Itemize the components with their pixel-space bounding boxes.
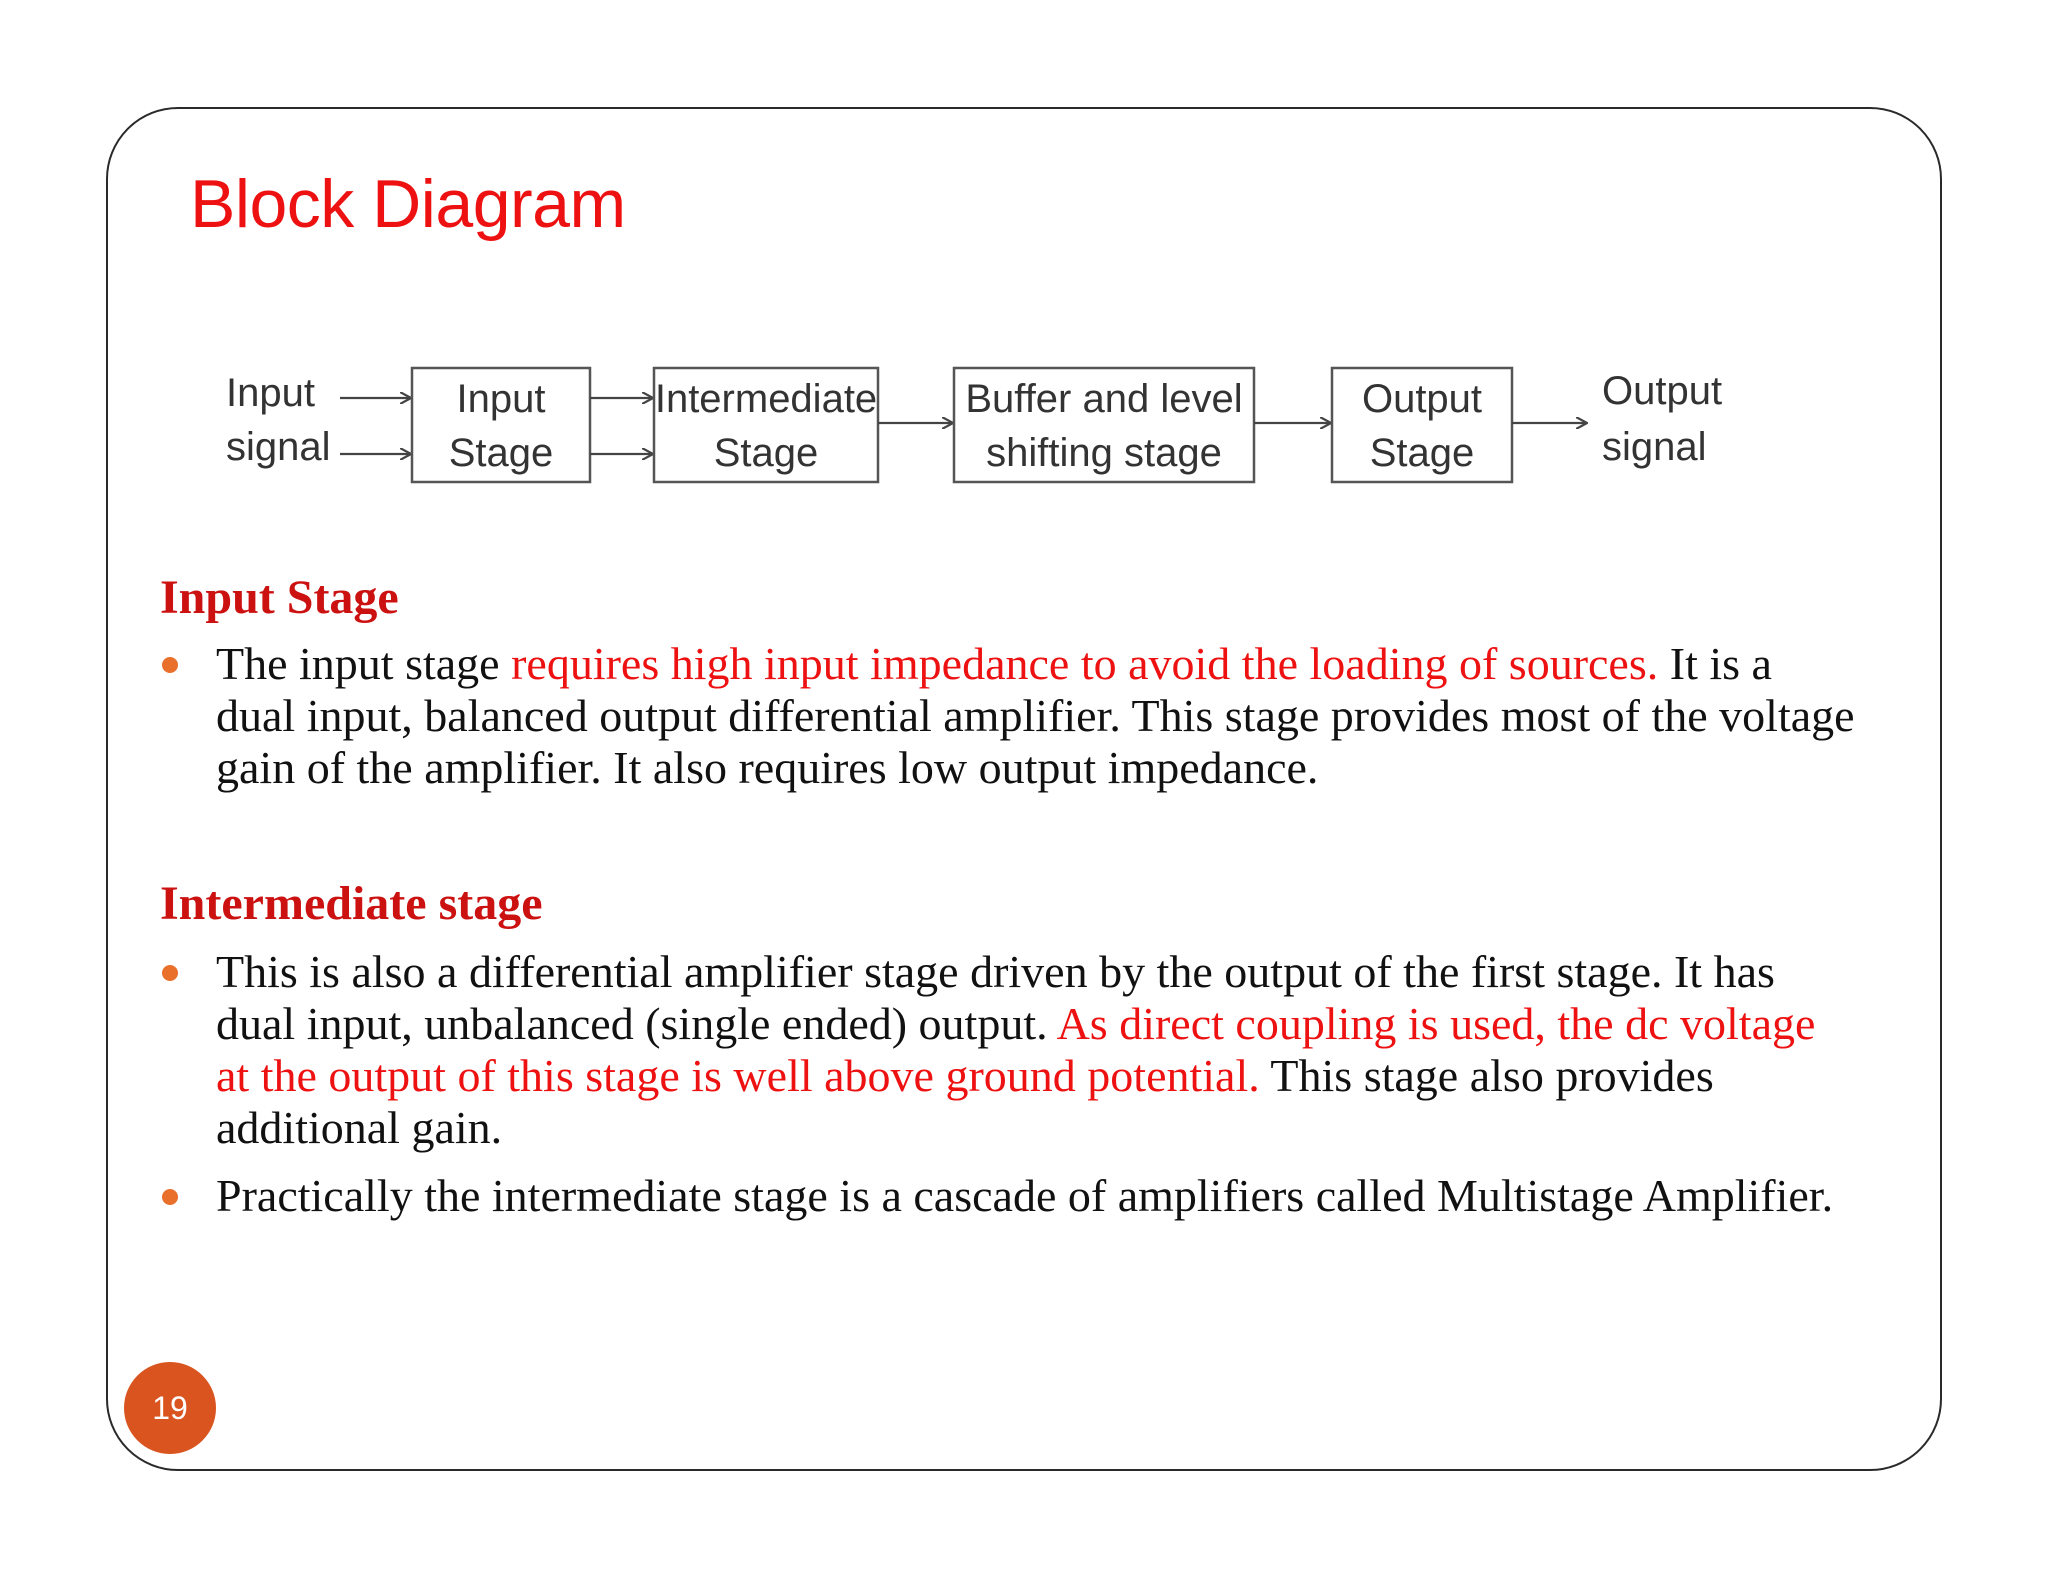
bullet-text-segment: This is also a differential amplifier stage driven by the output of the first stage. It has dual input, unbalanced (single ended) output. <box>216 946 1775 1049</box>
section-heading-intermediate-stage: Intermediate stage <box>160 877 543 930</box>
output-stage-line-1: Output <box>1361 377 1483 421</box>
input-stage-line-1: Input <box>456 377 546 421</box>
input-signal-label-2: signal <box>226 425 331 469</box>
list-item <box>160 1170 1860 1222</box>
bullet-highlight-text: requires high input impedance to avoid the loading of sources. <box>511 638 1659 689</box>
bullet-text-segment: The input stage <box>216 638 512 689</box>
bullet-icon <box>162 965 178 981</box>
slide-title: Block Diagram <box>190 166 626 242</box>
bullet-icon <box>162 1189 178 1205</box>
list-item <box>160 638 1860 794</box>
output-signal-label-2: signal <box>1602 425 1707 469</box>
bullet-text-segment: This stage also provides additional gain. <box>216 1050 1714 1153</box>
output-signal-label-1: Output <box>1602 369 1723 413</box>
block-diagram <box>210 358 1770 502</box>
intermediate-stage-bullet-list <box>160 946 1860 1238</box>
output-stage-line-2: Stage <box>1369 431 1475 475</box>
input-signal-label-1: Input <box>226 371 315 415</box>
intermediate-stage-line-2: Stage <box>713 431 819 475</box>
buffer-stage-line-1: Buffer and level <box>965 377 1243 421</box>
intermediate-stage-line-1: Intermediate <box>654 377 878 421</box>
page-number-badge: 19 <box>124 1362 216 1454</box>
bullet-icon <box>162 657 178 673</box>
section-heading-input-stage: Input Stage <box>160 571 399 624</box>
buffer-stage-line-2: shifting stage <box>986 431 1222 475</box>
bullet-text-segment: It is a dual input, balanced output differential amplifier. This stage provides most of the voltage gain of the amplifier. It also requires low output impedance. <box>216 638 1855 793</box>
input-stage-line-2: Stage <box>448 431 554 475</box>
list-item <box>160 946 1860 1154</box>
bullet-highlight-text: As direct coupling is used, the dc voltage at the output of this stage is well above ground potential. <box>216 998 1816 1101</box>
input-stage-bullet-list <box>160 638 1860 810</box>
bullet-text-segment: Practically the intermediate stage is a cascade of amplifiers called Multistage Amplifier. <box>216 1170 1834 1221</box>
